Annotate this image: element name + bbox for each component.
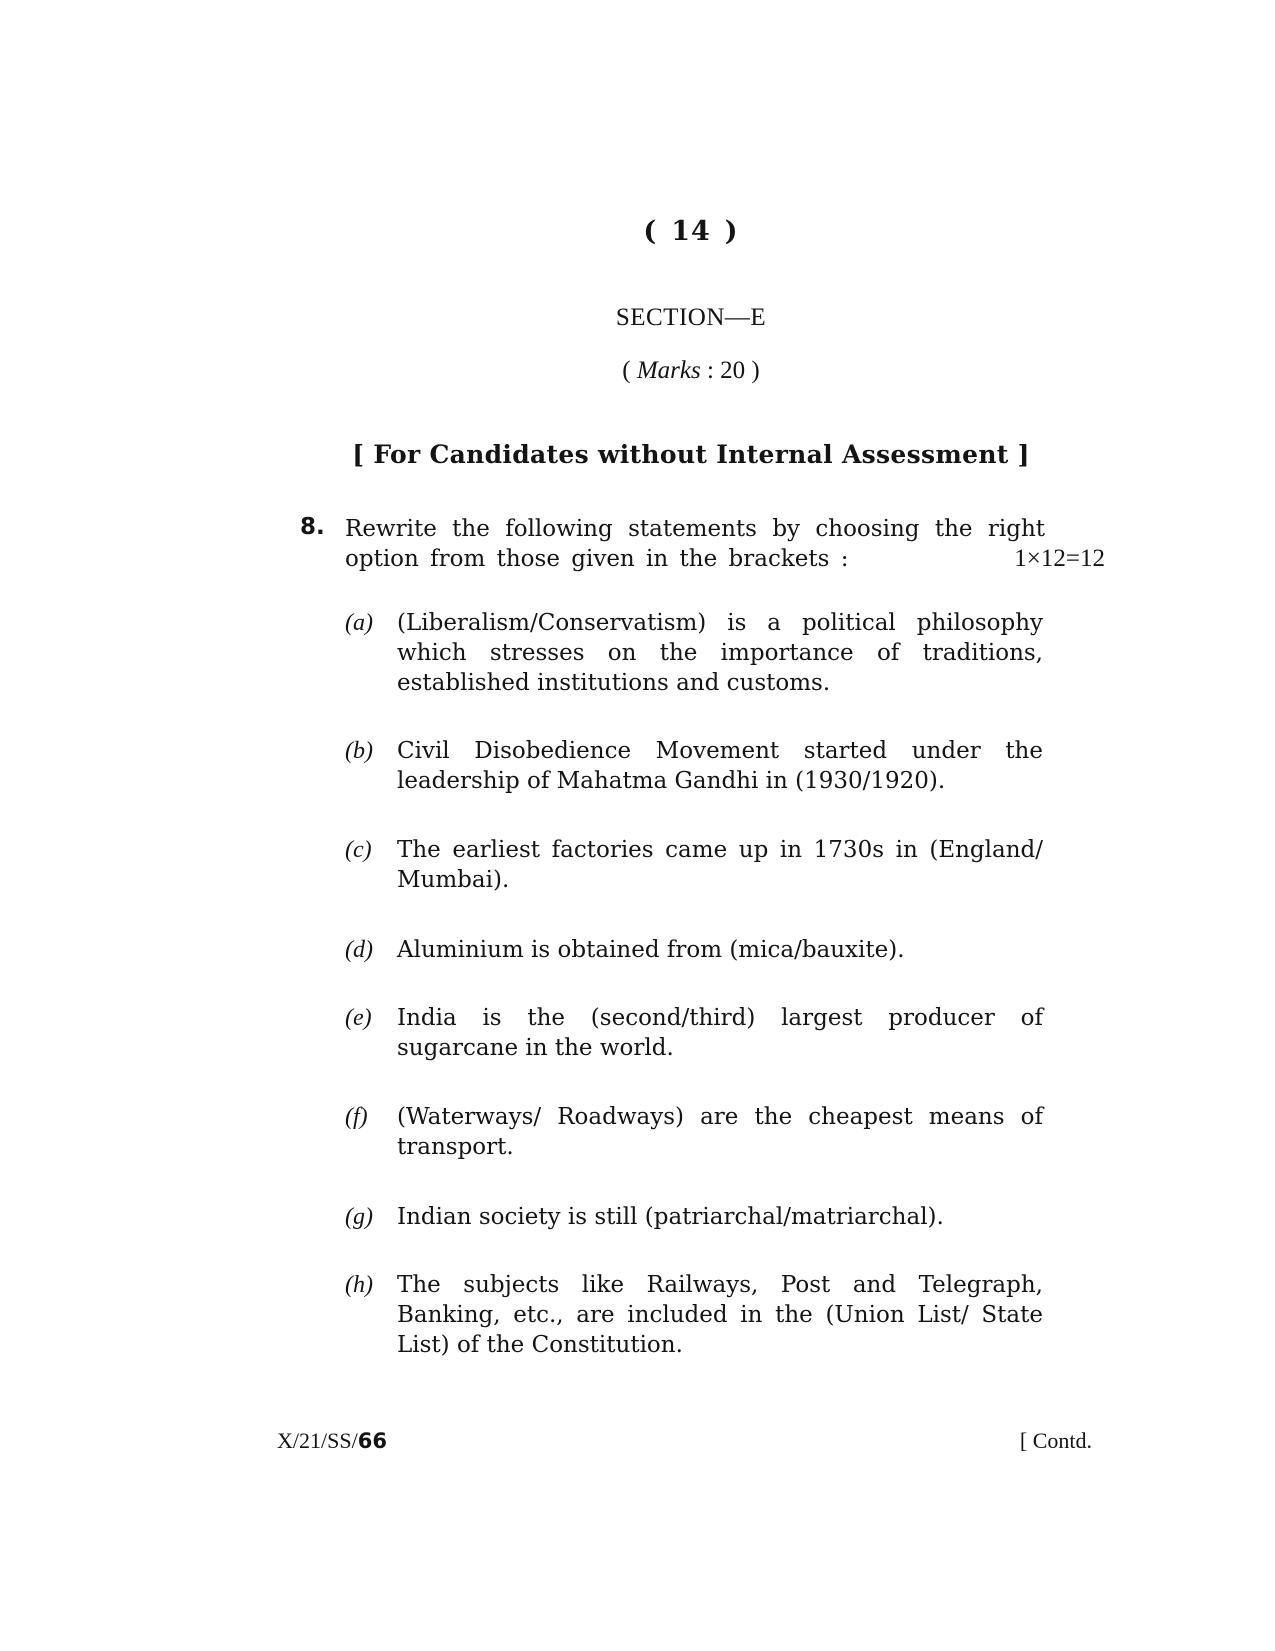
- sub-item-text: The earliest factories came up in 1730s in (England/ Mumbai).: [397, 837, 1043, 893]
- section-title: SECTION—E: [615, 304, 767, 331]
- page-number-value: 14: [671, 216, 711, 247]
- page-number: ( 14 ): [643, 216, 739, 247]
- sub-item-text: Indian society is still (patriarchal/matriarchal).: [397, 1204, 944, 1230]
- sub-item-label: (a): [345, 610, 373, 636]
- sub-item-text: (Waterways/ Roadways) are the cheapest means of transport.: [397, 1104, 1043, 1160]
- question-text-line1: Rewrite the following statements by choosing the right: [345, 516, 1045, 542]
- sub-item-label: (e): [345, 1005, 372, 1031]
- paper-code: [277, 1428, 387, 1454]
- continued-note: [ Contd.: [1019, 1428, 1092, 1453]
- sub-item-text: Civil Disobedience Movement started under the leadership of Mahatma Gandhi in (1930/1920).: [397, 738, 1043, 794]
- marks-label: Marks: [636, 357, 701, 384]
- marks-value: 20: [720, 357, 746, 384]
- sub-item-label: (h): [345, 1272, 373, 1298]
- question-marks: 1×12=12: [1014, 545, 1105, 572]
- sub-item-text: Aluminium is obtained from (mica/bauxite).: [397, 937, 905, 963]
- sub-item-label: (d): [345, 937, 373, 963]
- section-marks: ( Marks : 20 ): [622, 357, 760, 384]
- sub-item-text: (Liberalism/Conservatism) is a political philosophy which stresses on the importance of traditions, established institutions and customs.: [397, 610, 1043, 696]
- sub-item-label: (f): [345, 1104, 368, 1130]
- sub-item-label: (b): [345, 738, 373, 764]
- paper-code-prefix: X/21/SS/: [277, 1428, 358, 1453]
- paper-code-suffix: 66: [357, 1429, 387, 1453]
- question-number: 8.: [300, 514, 325, 540]
- question-text-line2: option from those given in the brackets :: [345, 546, 849, 572]
- sub-item-label: (g): [345, 1204, 373, 1230]
- candidate-subheading: [ For Candidates without Internal Assessment ]: [352, 440, 1030, 469]
- sub-item-text: India is the (second/third) largest producer of sugarcane in the world.: [397, 1005, 1043, 1061]
- sub-item-label: (c): [345, 837, 372, 863]
- sub-item-text: The subjects like Railways, Post and Telegraph, Banking, etc., are included in the (Union List/ State List) of the Constitution.: [397, 1272, 1043, 1358]
